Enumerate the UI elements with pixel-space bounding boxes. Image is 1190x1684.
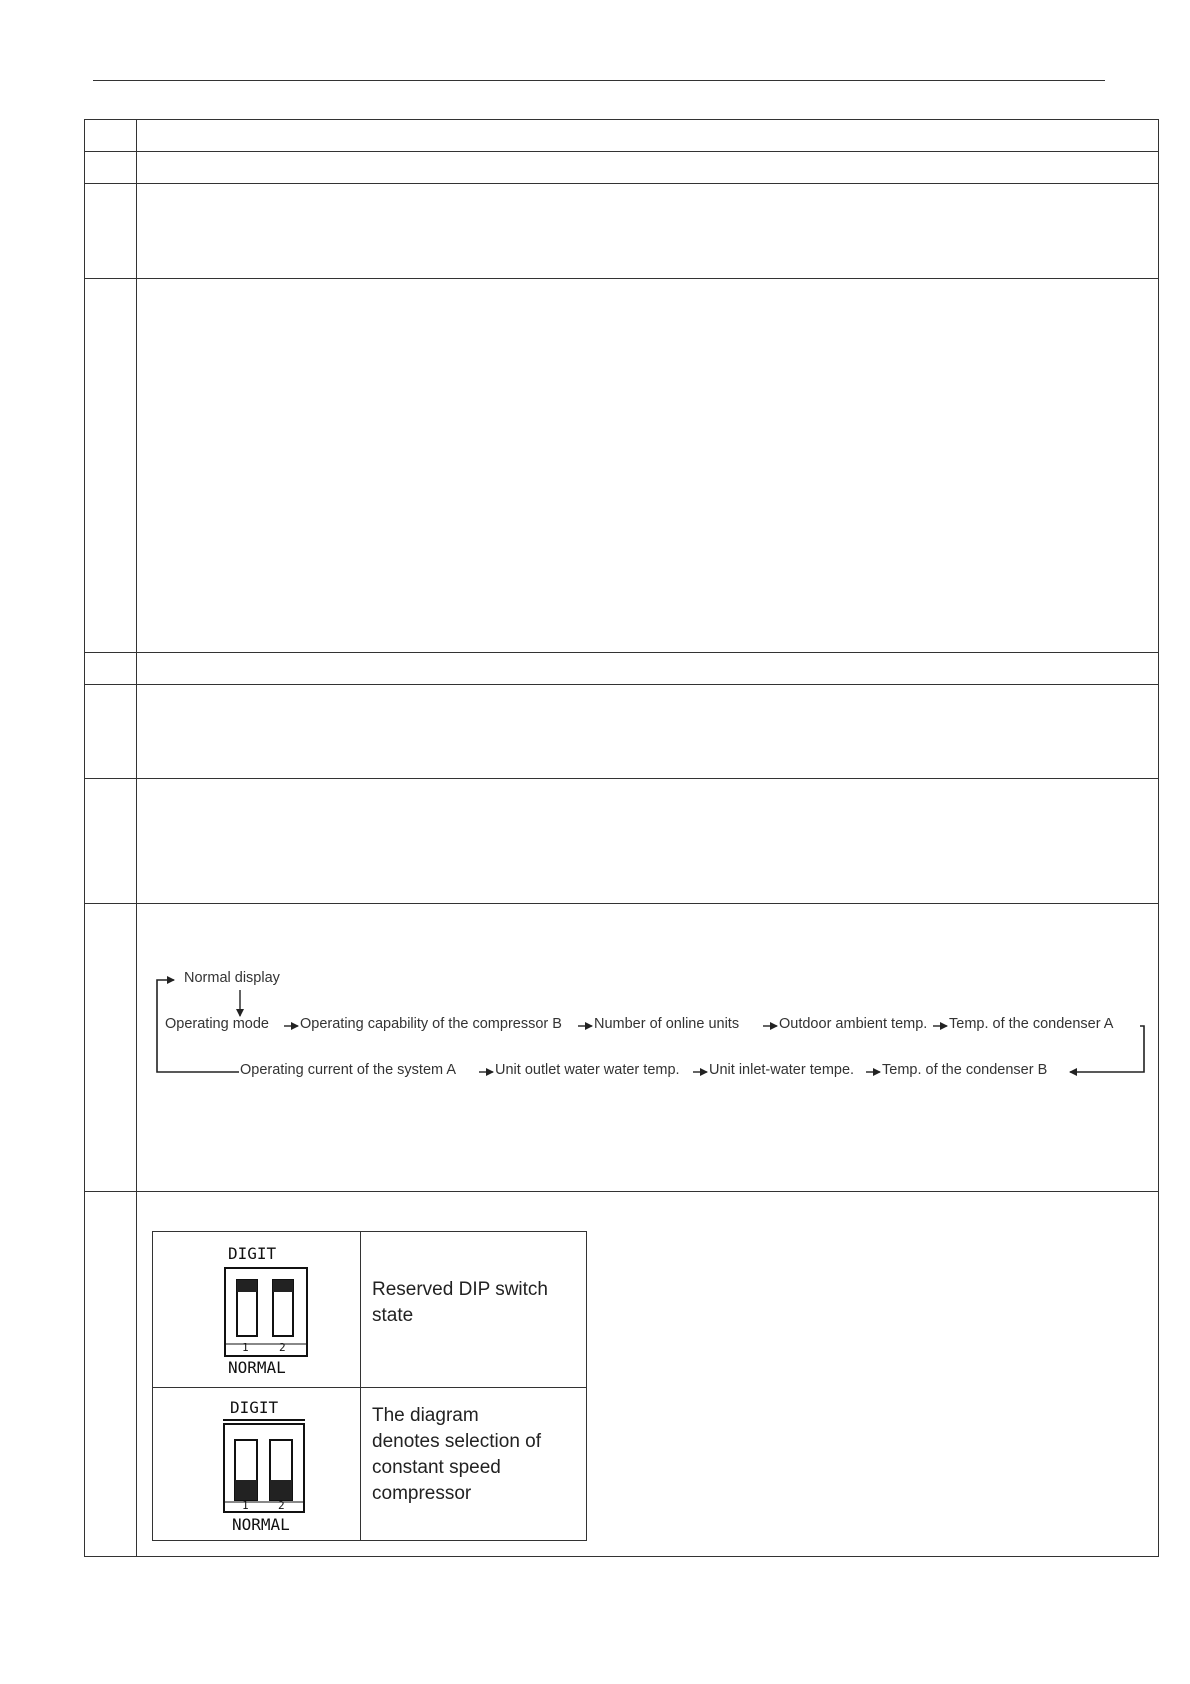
row-divider <box>85 183 1158 184</box>
dip-switch-reserved-figure <box>223 1244 313 1379</box>
flow-step-operating-current: Operating current of the system A <box>240 1062 456 1078</box>
flow-step-outdoor-temp: Outdoor ambient temp. <box>779 1016 928 1032</box>
pin-label-1: 1 <box>242 1341 249 1354</box>
normal-label: NORMAL <box>232 1515 290 1534</box>
dip-switch-constant-speed-description: The diagram denotes selection of constant speed compressor <box>372 1405 542 1504</box>
dip-switch-constant-speed-figure <box>223 1398 313 1538</box>
digit-label: DIGIT <box>230 1398 279 1417</box>
row-divider <box>85 778 1158 779</box>
table-divider <box>360 1232 361 1540</box>
row-divider <box>85 151 1158 152</box>
row-divider <box>85 903 1158 904</box>
return-arrow <box>1070 1026 1144 1072</box>
row-divider <box>85 684 1158 685</box>
digit-label: DIGIT <box>228 1244 277 1263</box>
normal-display-label: Normal display <box>184 970 280 986</box>
flow-step-outlet-water-temp: Unit outlet water water temp. <box>495 1062 680 1078</box>
flow-step-inlet-water-temp: Unit inlet-water tempe. <box>709 1062 855 1078</box>
dip-switch-reserved-description: Reserved DIP switch state <box>372 1279 548 1326</box>
flow-step-condenser-a: Temp. of the condenser A <box>949 1016 1114 1032</box>
row-divider <box>85 1191 1158 1192</box>
dip-switch-icon <box>223 1418 313 1518</box>
row-divider <box>85 278 1158 279</box>
dip-switch-table <box>152 1231 587 1541</box>
pin-label-1: 1 <box>242 1499 249 1512</box>
header-rule <box>93 80 1105 81</box>
flow-step-online-units: Number of online units <box>594 1016 740 1032</box>
pin-label-2: 2 <box>278 1499 285 1512</box>
flow-step-operating-mode: Operating mode <box>165 1016 269 1032</box>
pin-label-2: 2 <box>279 1341 286 1354</box>
flow-step-condenser-b: Temp. of the condenser B <box>882 1062 1048 1078</box>
flow-step-compressor-capability: Operating capability of the compressor B <box>300 1016 562 1032</box>
dip-switch-icon <box>223 1264 313 1364</box>
display-cycle-diagram <box>140 966 1160 1086</box>
column-divider <box>136 120 137 1556</box>
normal-label: NORMAL <box>228 1358 286 1377</box>
row-divider <box>85 652 1158 653</box>
table-divider <box>153 1387 586 1388</box>
